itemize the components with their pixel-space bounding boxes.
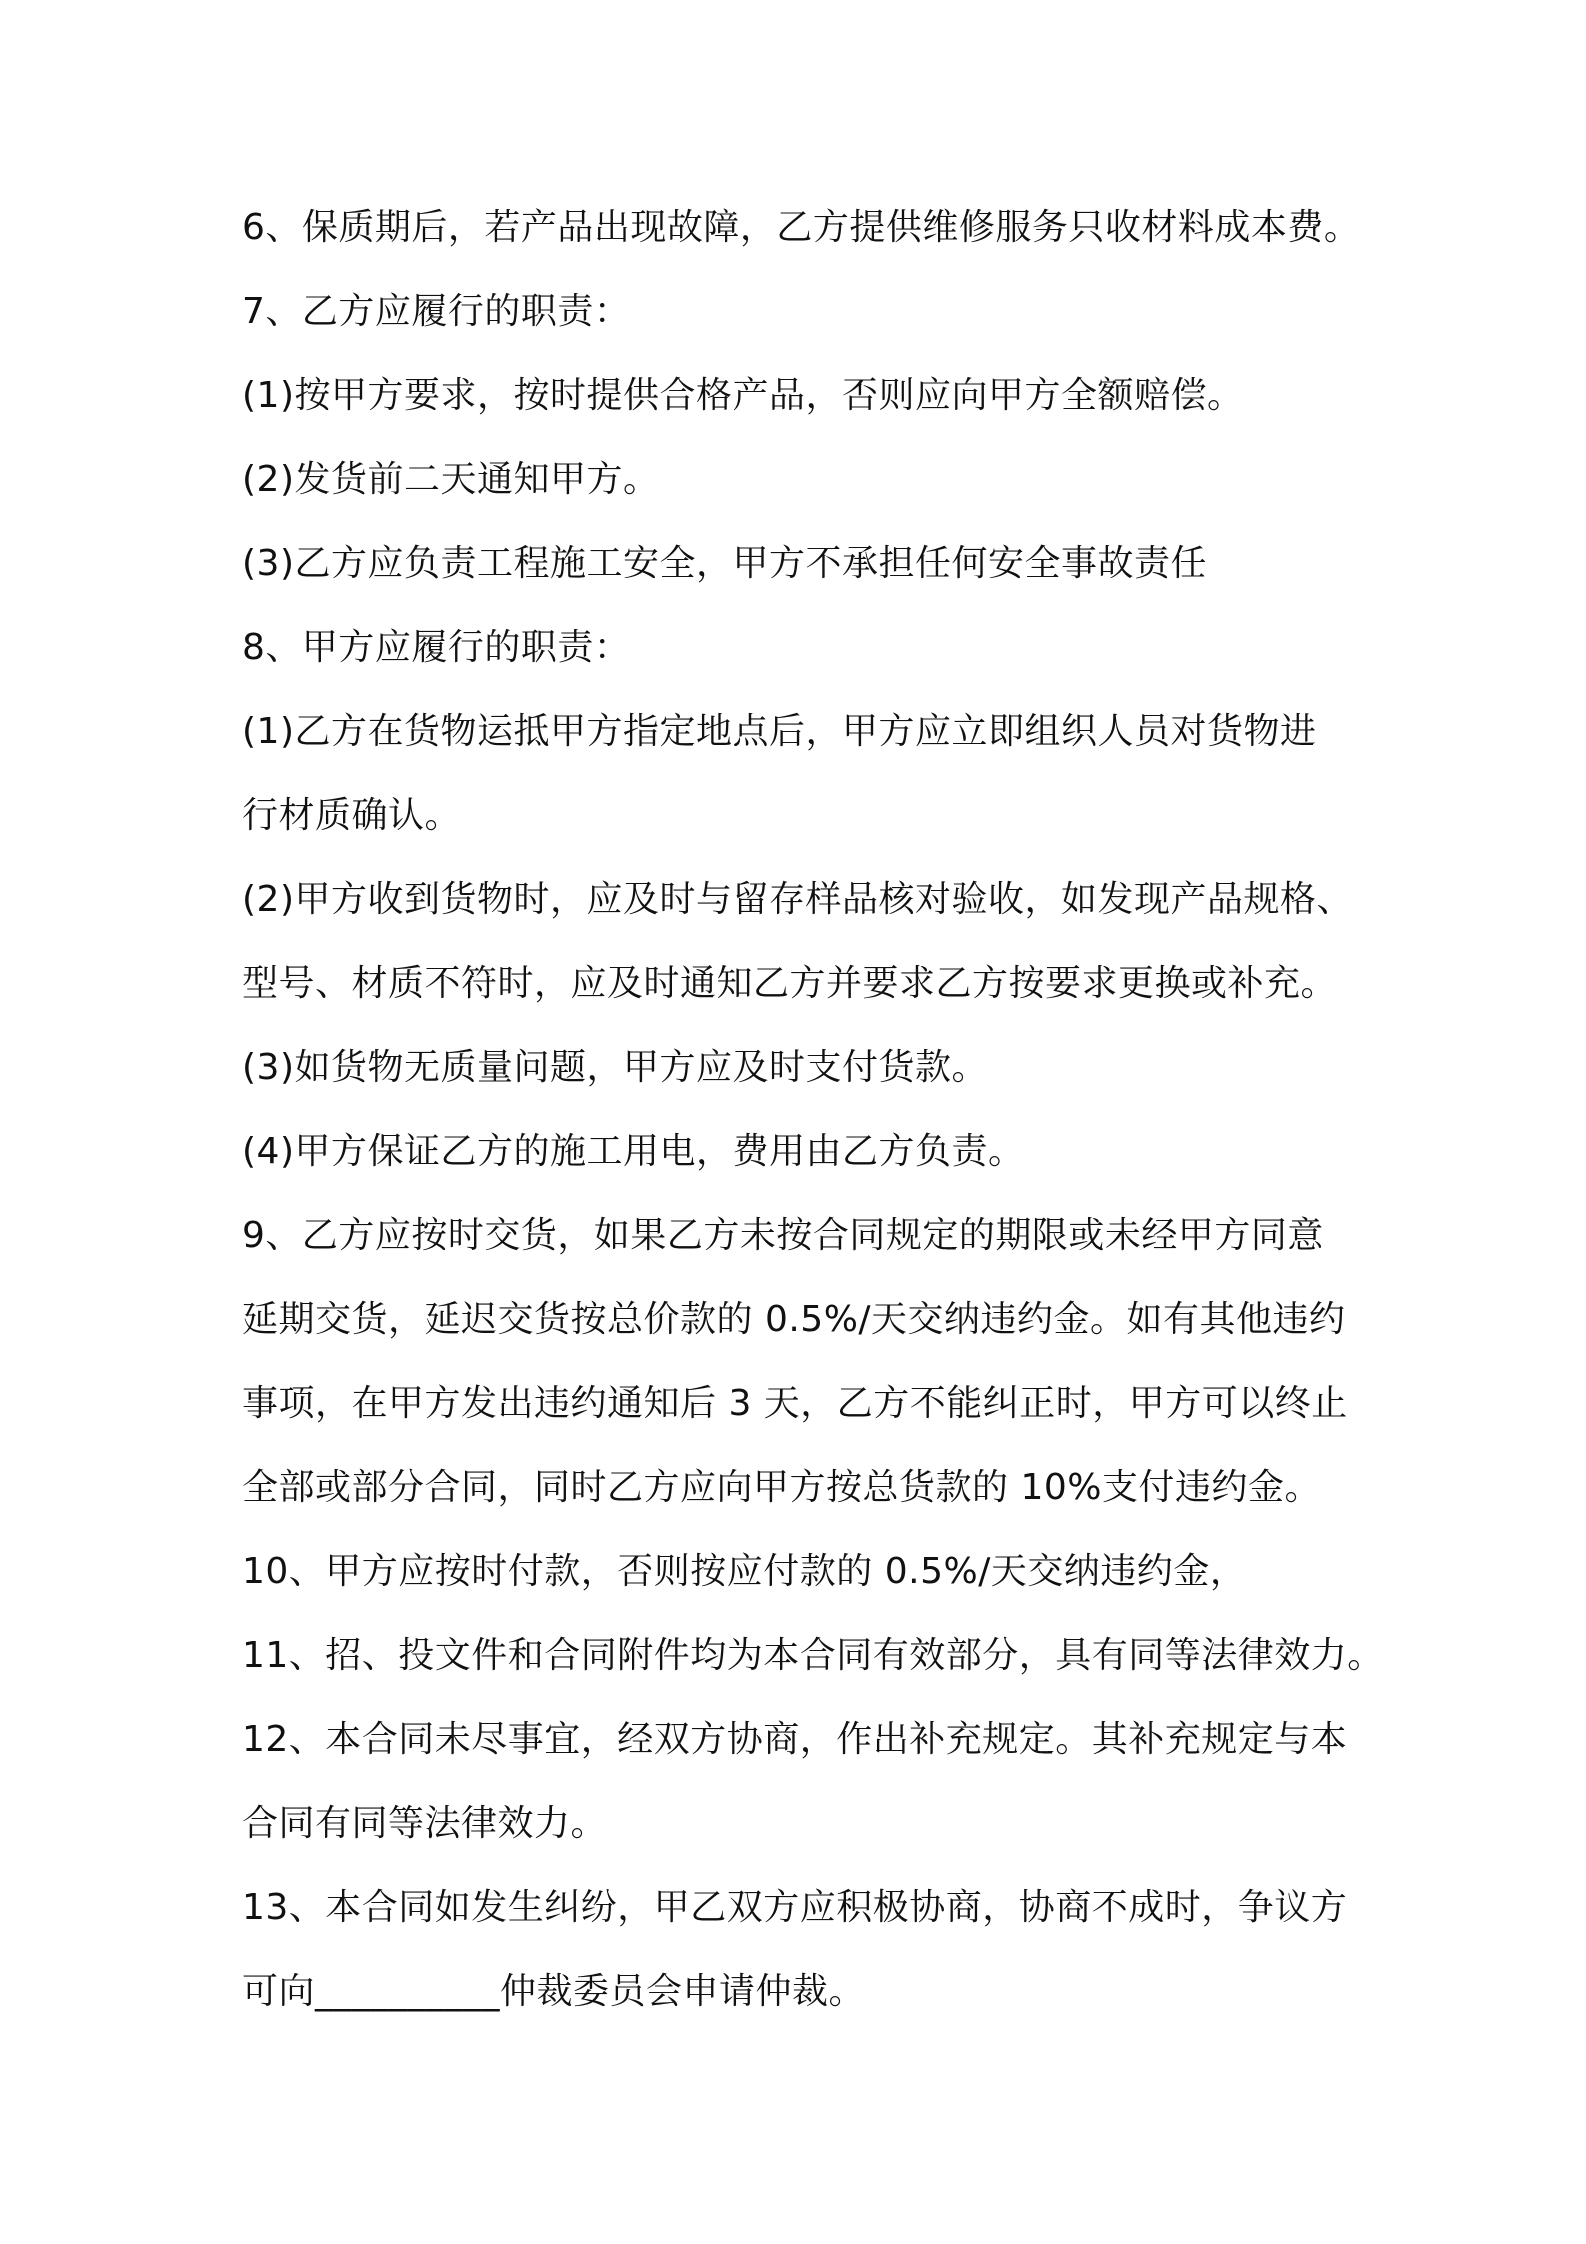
clause-8-item-1-line-2: 行材质确认。 (242, 795, 462, 836)
clause-9-line-4: 全部或部分合同，同时乙方应向甲方按总货款的 10%支付违约金。 (242, 1467, 1321, 1508)
clause-9-line-2: 延期交货，延迟交货按总价款的 0.5%/天交纳违约金。如有其他违约 (242, 1299, 1346, 1340)
clause-9-line-3: 事项，在甲方发出违约通知后 3 天，乙方不能纠正时，甲方可以终止 (242, 1383, 1348, 1424)
clause-12-line-1: 12、本合同未尽事宜，经双方协商，作出补充规定。其补充规定与本 (242, 1719, 1348, 1760)
clause-9-line-1: 9、乙方应按时交货，如果乙方未按合同规定的期限或未经甲方同意 (242, 1215, 1324, 1256)
clause-8-item-1-line-1: (1)乙方在货物运抵甲方指定地点后，甲方应立即组织人员对货物进 (242, 711, 1317, 752)
clause-6-text: 6、保质期后，若产品出现故障，乙方提供维修服务只收材料成本费。 (242, 207, 1361, 248)
clause-11-text: 11、招、投文件和合同附件均为本合同有效部分，具有同等法律效力。 (242, 1635, 1384, 1676)
clause-8-item-3: (3)如货物无质量问题，甲方应及时支付货款。 (242, 1047, 988, 1088)
clause-7-item-2: (2)发货前二天通知甲方。 (242, 459, 660, 500)
clause-8-item-4: (4)甲方保证乙方的施工用电，费用由乙方负责。 (242, 1131, 1025, 1172)
clause-10-text: 10、甲方应按时付款，否则按应付款的 0.5%/天交纳违约金， (242, 1551, 1247, 1592)
clause-7-heading: 7、乙方应履行的职责： (242, 291, 631, 332)
clause-8-heading: 8、甲方应履行的职责： (242, 627, 631, 668)
clause-7-item-3: (3)乙方应负责工程施工安全，甲方不承担任何安全事故责任 (242, 543, 1207, 584)
clause-8-item-2-line-2: 型号、材质不符时，应及时通知乙方并要求乙方按要求更换或补充。 (242, 963, 1338, 1004)
clause-12-line-2: 合同有同等法律效力。 (242, 1803, 608, 1844)
clause-13-line-1: 13、本合同如发生纠纷，甲乙双方应积极协商，协商不成时，争议方 (242, 1887, 1348, 1928)
clause-13-line-2: 可向__________仲裁委员会申请仲裁。 (242, 1971, 866, 2012)
clause-7-item-1: (1)按甲方要求，按时提供合格产品，否则应向甲方全额赔偿。 (242, 375, 1244, 416)
clause-8-item-2-line-1: (2)甲方收到货物时，应及时与留存样品核对验收，如发现产品规格、 (242, 879, 1353, 920)
